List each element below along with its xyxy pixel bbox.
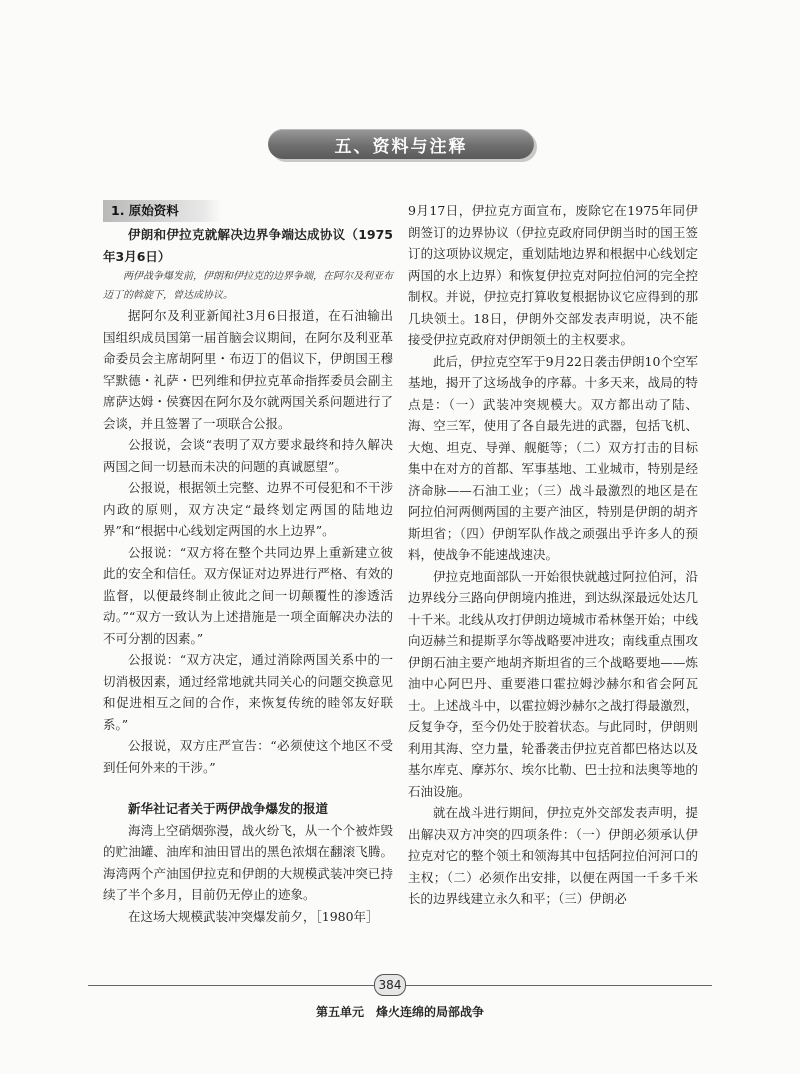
right-paragraph: 伊拉克地面部队一开始很快就越过阿拉伯河，沿边界线分三路向伊朗境内推进，到达纵深最远处达几十千米。北线从攻打伊朗边境城市希林堡开始；中线向迈赫兰和提斯孚尔等战略要冲进攻；南线重点围攻伊朗石油主要产地胡齐斯坦省的三个战略要地——炼油中心阿巴丹、重要港口霍拉姆沙赫尔和省会阿瓦士。上述战斗中，以霍拉姆沙赫尔之战打得最激烈，反复争夺，至今仍处于胶着状态。与此同时，伊朗则利用其海、空力量，轮番袭击伊拉克首都巴格达以及基尔库克、摩苏尔、埃尔比勒、巴士拉和法奥等地的石油设施。 <box>408 568 698 799</box>
section-label: 1. 原始资料 <box>103 200 221 222</box>
left-column <box>103 200 393 927</box>
article1-paragraph: 据阿尔及利亚新闻社3月6日报道，在石油输出国组织成员国第一届首脑会议期间，在阿尔及利亚革命委员会主席胡阿里・布迈丁的倡议下，伊朗国王穆罕默德・礼萨・巴列维和伊拉克革命指挥委员会副主席萨达姆・侯赛因在阿尔及尔就两国关系问题进行了会谈，并且签署了一项联合公报。 <box>103 308 393 431</box>
article1-title: 伊朗和伊拉克就解决边界争端达成协议（1975年3月6日） <box>103 227 393 264</box>
article1-paragraph: 公报说：“双方将在整个共同边界上重新建立彼此的安全和信任。双方保证对边界进行严格、有效的监督，以便最终制止彼此之间一切颠覆性的渗透活动。”“双方一致认为上述措施是一项全面解决办法的不可分割的因素。” <box>103 544 393 646</box>
article2-title: 新华社记者关于两伊战争爆发的报道 <box>128 801 329 816</box>
footer-unit-title: 第五单元 烽火连绵的局部战争 <box>315 1005 484 1019</box>
right-paragraph: 9月17日，伊拉克方面宣布，废除它在1975年同伊朗签订的边界协议（伊拉克政府同伊朗当时的国王签订的这项协议规定，重划陆地边界和根据中心线划定两国的水上边界）和恢复伊拉克对阿拉伯河的完全控制权。并说，伊拉克打算收复根据协议它应得到的那几块领土。18日，伊朗外交部发表声明说，决不能接受伊拉克政府对伊朗领土的主权要求。 <box>408 203 698 347</box>
article1-paragraph: 公报说：“双方决定，通过消除两国关系中的一切消极因素，通过经常地就共同关心的问题交换意见和促进相互之间的合作，来恢复传统的睦邻友好联系。” <box>103 652 393 732</box>
chapter-title: 五、资料与注释 <box>334 136 468 157</box>
page-number: 384 <box>374 974 406 996</box>
right-paragraph: 就在战斗进行期间，伊拉克外交部发表声明，提出解决双方冲突的四项条件：（一）伊朗必须承认伊拉克对它的整个领土和领海其中包括阿拉伯河河口的主权；（二）必须作出安排，以便在两国一千多千米长的边界线建立永久和平；（三）伊朗必 <box>408 805 698 906</box>
article2-paragraph: 海湾上空硝烟弥漫，战火纷飞，从一个个被炸毁的贮油罐、油库和油田冒出的黑色浓烟在翻滚飞腾。海湾两个产油国伊拉克和伊朗的大规模武装冲突已持续了半个多月，目前仍无停止的迹象。 <box>103 822 393 902</box>
article2-paragraph: 在这场大规模武装冲突爆发前夕，［1980年］ <box>128 908 379 924</box>
chapter-banner <box>268 129 534 159</box>
article1-intro: 两伊战争爆发前，伊朗和伊拉克的边界争端，在阿尔及利亚布迈丁的斡旋下，曾达成协议。 <box>103 271 393 301</box>
article1-paragraph: 公报说，双方庄严宣告：“必须使这个地区不受到任何外来的干涉。” <box>103 738 393 775</box>
article1-paragraph: 公报说，根据领土完整、边界不可侵犯和不干涉内政的原则，双方决定“最终划定两国的陆地边界”和“根据中心线划定两国的水上边界”。 <box>103 480 393 538</box>
right-column <box>408 200 698 910</box>
article1-paragraph: 公报说，会谈“表明了双方要求最终和持久解决两国之间一切悬而未决的问题的真诚愿望”。 <box>103 437 393 474</box>
right-paragraph: 此后，伊拉克空军于9月22日袭击伊朗10个空军基地，揭开了这场战争的序幕。十多天来，战局的特点是：（一）武装冲突规模大。双方都出动了陆、海、空三军，使用了各自最先进的武器，包括飞机、大炮、坦克、导弹、舰艇等；（二）双方打击的目标集中在对方的首都、军事基地、工业城市，特别是经济命脉——石油工业；（三）战斗最激烈的地区是在阿拉伯河两侧两国的主要产油区，特别是伊朗的胡齐斯坦省；（四）伊朗军队作战之顽强出乎许多人的预料，使战争不能速战速决。 <box>408 353 698 562</box>
